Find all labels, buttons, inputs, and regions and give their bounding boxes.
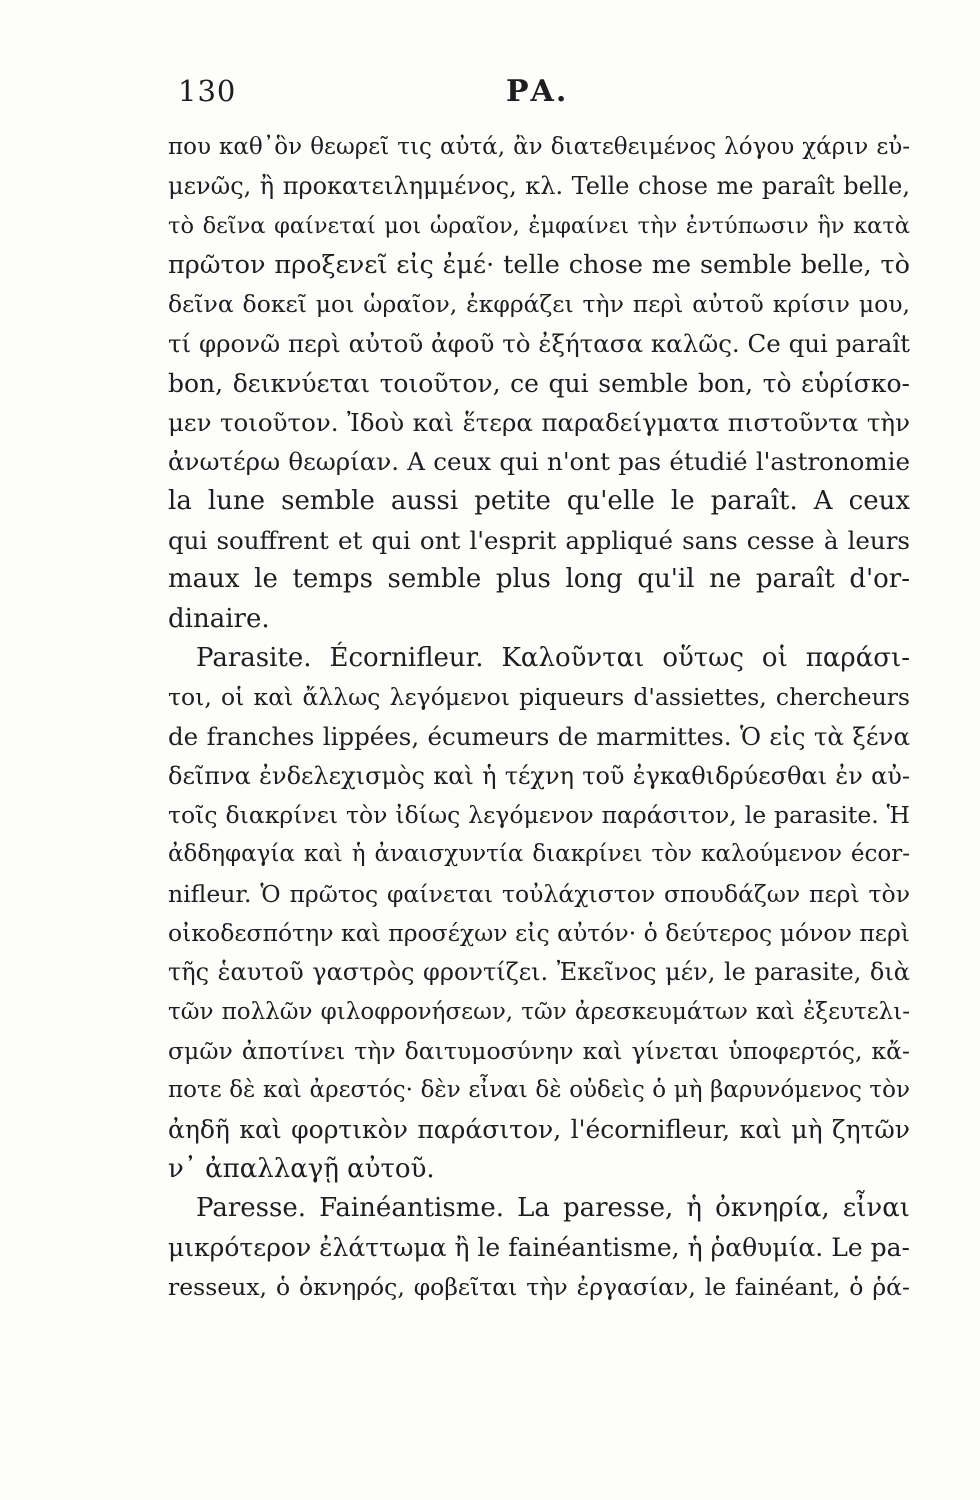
text-line: resseux, ὁ ὀκνηρός, φοβεῖται τὴν ἐργασίαν, le fainéant, ὁ ῥά- <box>168 1272 910 1301</box>
text-line: πρῶτον προξενεῖ εἰς ἐμέ· telle chose me semble belle, τὸ <box>168 249 910 280</box>
text-line: ἀδδηφαγία καὶ ἡ ἀναισχυντία διακρίνει τὸν καλούμενον écor- <box>168 841 910 868</box>
text-line: δεῖπνα ἐνδελεχισμὸς καὶ ἡ τέχνη τοῦ ἐγκαθιδρύεσθαι ἐν αὐ- <box>168 761 910 790</box>
running-head <box>178 74 910 118</box>
text-line: τί φρονῶ περὶ αὐτοῦ ἀφοῦ τὸ ἐξήτασα καλῶς. Ce qui paraît <box>168 329 910 359</box>
body-text <box>168 128 910 1307</box>
text-line: ἀηδῆ καὶ φορτικὸν παράσιτον, l'écornifleur, καὶ μὴ ζητῶν <box>168 1115 910 1145</box>
page-number: 130 <box>178 74 237 108</box>
text-line: τὸ δεῖνα φαίνεταί μοι ὡραῖον, ἐμφαίνει τὴν ἐντύπωσιν ἣν κατὰ <box>168 212 910 239</box>
text-line: qui souffrent et qui ont l'esprit appliqué sans cesse à leurs <box>168 525 910 555</box>
text-line: maux le temps semble plus long qu'il ne paraît d'or- <box>168 564 910 595</box>
text-line: la lune semble aussi petite qu'elle le paraît. A ceux <box>168 485 910 516</box>
text-line: οἰκοδεσπότην καὶ προσέχων εἰς αὐτόν· ὁ δεύτερος μόνον περὶ <box>168 918 910 947</box>
text-line: ποτε δὲ καὶ ἀρεστός· δὲν εἶναι δὲ οὐδεὶς ὁ μὴ βαρυνόμενος τὸν <box>168 1077 910 1104</box>
entry-heading-line: Parasite. Écornifleur. Καλοῦνται οὕτως οἱ παράσι- <box>196 642 910 673</box>
running-title: ΡΑ. <box>506 74 569 109</box>
text-line: που καθ᾽ὃν θεωρεῖ τις αὐτά, ἂν διατεθειμένος λόγου χάριν εὐ- <box>168 134 910 160</box>
text-line: dinaire. <box>168 603 270 634</box>
text-line: μενῶς, ἢ προκατειλημμένος, κλ. Telle chose me paraît belle, <box>168 172 910 201</box>
text-line: μεν τοιοῦτον. Ἰδοὺ καὶ ἕτερα παραδείγματα πιστοῦντα τὴν <box>168 408 910 438</box>
text-line: μικρότερον ἐλάττωμα ἢ le fainéantisme, ἡ ῥαθυμία. Le pa- <box>168 1233 910 1263</box>
text-line: ἀνωτέρω θεωρίαν. A ceux qui n'ont pas étudié l'astronomie <box>168 447 910 477</box>
text-line: ν᾽ ἀπαλλαγῇ αὐτοῦ. <box>168 1153 435 1184</box>
text-line: τῆς ἑαυτοῦ γαστρὸς φροντίζει. Ἐκεῖνος μέν, le parasite, διὰ <box>168 958 910 987</box>
text-line: τοῖς διακρίνει τὸν ἰδίως λεγόμενον παράσιτον, le parasite. Ἡ <box>168 801 910 830</box>
text-line: τοι, οἱ καὶ ἄλλως λεγόμενοι piqueurs d'assiettes, chercheurs <box>168 683 910 712</box>
entry-heading-line: Paresse. Fainéantisme. La paresse, ἡ ὀκνηρία, εἶναι <box>196 1193 910 1224</box>
text-line: σμῶν ἀποτίνει τὴν δαιτυμοσύνην καὶ γίνεται ὑποφερτός, κἄ- <box>168 1036 910 1065</box>
text-line: de franches lippées, écumeurs de marmittes. Ὁ εἰς τὰ ξένα <box>168 722 910 752</box>
text-line: δεῖνα δοκεῖ μοι ὡραῖον, ἐκφράζει τὴν περὶ αὐτοῦ κρίσιν μου, <box>168 290 910 319</box>
text-line: nifleur. Ὁ πρῶτος φαίνεται τοὐλάχιστον σπουδάζων περὶ τὸν <box>168 879 910 908</box>
text-line: τῶν πολλῶν φιλοφρονήσεων, τῶν ἀρεσκευμάτων καὶ ἐξευτελι- <box>168 998 910 1025</box>
text-line: bon, δεικνύεται τοιοῦτον, ce qui semble bon, τὸ εὑρίσκο- <box>168 368 910 398</box>
